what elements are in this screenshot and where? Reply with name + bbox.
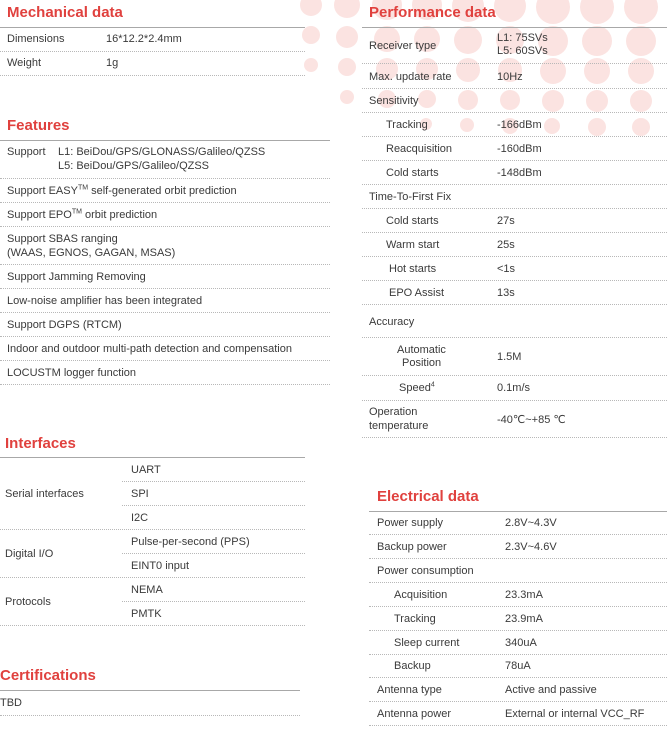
electrical-title-rule <box>369 511 667 512</box>
row-divider <box>362 208 667 209</box>
support-l5: L5: BeiDou/GPS/Galileo/QZSS <box>58 160 210 172</box>
row-divider <box>0 51 305 52</box>
row-divider <box>0 384 330 385</box>
sens-reacq-value: -160dBm <box>497 143 542 155</box>
row-divider <box>362 304 667 305</box>
row-divider <box>369 606 667 607</box>
update-rate-value: 10Hz <box>497 71 523 83</box>
row-divider <box>362 232 667 233</box>
mechanical-title-rule <box>0 27 305 28</box>
row-divider <box>362 136 667 137</box>
feature-sbas-line2: (WAAS, EGNOS, GAGAN, MSAS) <box>7 247 176 259</box>
row-divider <box>122 481 305 482</box>
sens-tracking-label: Tracking <box>386 119 428 131</box>
row-divider <box>362 63 667 64</box>
weight-label: Weight <box>7 57 42 69</box>
feature-easy: Support EASY™ self-generated orbit prediction <box>7 184 237 197</box>
row-divider <box>0 715 300 716</box>
row-divider <box>122 553 305 554</box>
row-divider <box>369 725 667 726</box>
power-consumption-label: Power consumption <box>377 565 474 577</box>
receiver-type-l1: L1: 75SVs <box>497 32 548 44</box>
feature-epo: Support EPO™ orbit prediction <box>7 208 158 221</box>
feature-lna: Low-noise amplifier has been integrated <box>7 295 203 307</box>
ttff-epo-label: EPO Assist <box>389 287 445 299</box>
row-divider <box>0 577 305 578</box>
support-label: Support <box>7 146 46 158</box>
features-title: Features <box>7 117 70 134</box>
ttff-cold-label: Cold starts <box>386 215 439 227</box>
auto-position-value: 1.5M <box>497 351 522 363</box>
backup-current-value: 78uA <box>505 660 531 672</box>
interface-i2c: I2C <box>131 512 149 524</box>
row-divider <box>362 375 667 376</box>
row-divider <box>362 88 667 89</box>
protocol-pmtk: PMTK <box>131 608 162 620</box>
ttff-hot-value: <1s <box>497 263 516 275</box>
ttff-hot-label: Hot starts <box>389 263 437 275</box>
op-temp-label-1: Operation <box>369 406 418 418</box>
power-supply-label: Power supply <box>377 517 444 529</box>
feature-jamming: Support Jamming Removing <box>7 271 146 283</box>
row-divider <box>369 630 667 631</box>
interface-uart: UART <box>131 464 161 476</box>
acquisition-label: Acquisition <box>394 589 448 601</box>
row-divider <box>369 677 667 678</box>
row-divider <box>362 437 667 438</box>
feature-dgps: Support DGPS (RTCM) <box>7 319 122 331</box>
row-divider <box>369 558 667 559</box>
row-divider <box>0 360 330 361</box>
sens-cold-label: Cold starts <box>386 167 439 179</box>
speed-value: 0.1m/s <box>497 382 531 394</box>
row-divider <box>0 264 330 265</box>
performance-title-rule <box>362 27 667 28</box>
protocols-label: Protocols <box>5 596 51 608</box>
feature-locus: LOCUSTM logger function <box>7 367 136 379</box>
antenna-power-label: Antenna power <box>377 708 451 720</box>
row-divider <box>0 202 330 203</box>
acquisition-value: 23.3mA <box>505 589 543 601</box>
ttff-cold-value: 27s <box>497 215 515 227</box>
dimensions-label: Dimensions <box>7 33 65 45</box>
row-divider <box>362 337 667 338</box>
row-divider <box>369 534 667 535</box>
auto-position-label-2: Position <box>402 357 442 369</box>
antenna-type-label: Antenna type <box>377 684 442 696</box>
row-divider <box>362 280 667 281</box>
row-divider <box>369 701 667 702</box>
accuracy-label: Accuracy <box>369 316 415 328</box>
weight-value: 1g <box>106 57 119 69</box>
backup-current-label: Backup <box>394 660 431 672</box>
row-divider <box>122 505 305 506</box>
row-divider <box>362 400 667 401</box>
protocol-nema: NEMA <box>131 584 163 596</box>
row-divider <box>369 582 667 583</box>
auto-position-label-1: Automatic <box>397 344 446 356</box>
performance-title: Performance data <box>369 4 496 21</box>
backup-power-label: Backup power <box>377 541 447 553</box>
update-rate-label: Max. update rate <box>369 71 452 83</box>
row-divider <box>0 625 305 626</box>
speed-label: Speed$^4$ <box>399 381 435 394</box>
row-divider <box>0 529 305 530</box>
ttff-label: Time-To-First Fix <box>369 191 452 203</box>
certifications-title: Certifications <box>0 667 96 684</box>
features-title-rule <box>0 140 330 141</box>
sensitivity-label: Sensitivity <box>369 95 419 107</box>
power-supply-value: 2.8V~4.3V <box>505 517 557 529</box>
support-l1: L1: BeiDou/GPS/GLONASS/Galileo/QZSS <box>58 146 266 158</box>
sens-reacq-label: Reacquisition <box>386 143 453 155</box>
op-temp-label-2: temperature <box>369 420 429 432</box>
row-divider <box>0 312 330 313</box>
row-divider <box>0 178 330 179</box>
interface-eint0: EINT0 input <box>131 560 190 572</box>
interface-pps: Pulse-per-second (PPS) <box>131 536 250 548</box>
row-divider <box>0 75 305 76</box>
electrical-title: Electrical data <box>377 488 479 505</box>
tracking-current-value: 23.9mA <box>505 613 543 625</box>
sleep-current-value: 340uA <box>505 637 537 649</box>
feature-sbas-line1: Support SBAS ranging <box>7 233 118 245</box>
feature-multipath: Indoor and outdoor multi-path detection and compensation <box>7 343 292 355</box>
row-divider <box>362 184 667 185</box>
digital-io-label: Digital I/O <box>5 548 54 560</box>
dot-pattern-background <box>300 0 667 140</box>
mechanical-title: Mechanical data <box>7 4 123 21</box>
row-divider <box>362 256 667 257</box>
antenna-power-value: External or internal VCC_RF <box>505 708 645 720</box>
ttff-epo-value: 13s <box>497 287 515 299</box>
interfaces-title-rule <box>0 457 305 458</box>
interfaces-title: Interfaces <box>5 435 76 452</box>
tracking-current-label: Tracking <box>394 613 436 625</box>
op-temp-value: -40℃~+85 ℃ <box>497 414 566 426</box>
row-divider <box>362 112 667 113</box>
receiver-type-label: Receiver type <box>369 40 437 52</box>
backup-power-value: 2.3V~4.6V <box>505 541 557 553</box>
serial-interfaces-label: Serial interfaces <box>5 488 84 500</box>
ttff-warm-label: Warm start <box>386 239 440 251</box>
row-divider <box>369 654 667 655</box>
row-divider <box>0 226 330 227</box>
sleep-current-label: Sleep current <box>394 637 460 649</box>
antenna-type-value: Active and passive <box>505 684 597 696</box>
row-divider <box>0 336 330 337</box>
receiver-type-l5: L5: 60SVs <box>497 45 548 57</box>
ttff-warm-value: 25s <box>497 239 515 251</box>
sens-cold-value: -148dBm <box>497 167 542 179</box>
sens-tracking-value: -166dBm <box>497 119 542 131</box>
row-divider <box>0 288 330 289</box>
row-divider <box>122 601 305 602</box>
row-divider <box>362 160 667 161</box>
interface-spi: SPI <box>131 488 149 500</box>
dimensions-value: 16*12.2*2.4mm <box>106 33 182 45</box>
certifications-value: TBD <box>0 697 22 709</box>
certifications-title-rule <box>0 690 300 691</box>
